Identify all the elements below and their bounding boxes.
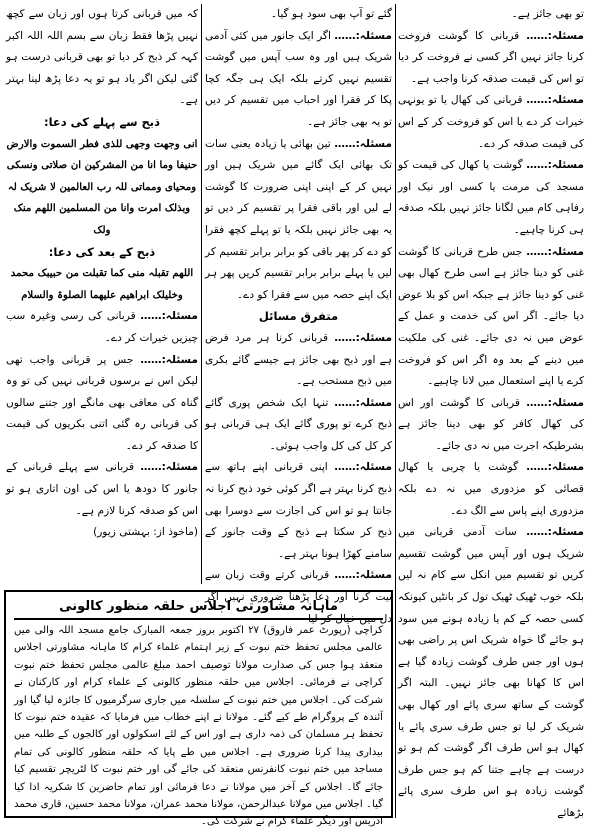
- paragraph-text: قربانی کا گوشت اور اس کی کھال کافر کو بھی دینا جائز ہے بشرطیکہ اجرت میں نہ دی جائے۔: [398, 396, 584, 452]
- paragraph: [398, 90, 584, 155]
- paragraph: [398, 4, 584, 26]
- masala-label: مسئلہ:……: [334, 461, 392, 474]
- paragraph: [205, 328, 392, 393]
- column-right: [398, 4, 584, 818]
- column-left: [6, 4, 198, 584]
- section-subheading: متفرق مسائل: [258, 309, 339, 324]
- paragraph-text: گوشت یا چربی یا کھال قصائی کو مزدوری میں نہ دے بلکہ مزدوری اپنے پاس سے الگ دے۔: [398, 461, 584, 517]
- paragraph: [398, 26, 584, 91]
- paragraph-text: قربانی کی رسی وغیرہ سب چیزیں خیرات کر دے۔: [6, 310, 198, 344]
- paragraph: [6, 522, 198, 544]
- paragraph-text: قربانی کی کھال یا تو یونہی خیرات کر دے یا اس کو فروخت کر کے اس کی قیمت صدقہ کر دے۔: [398, 94, 584, 150]
- masala-label: مسئلہ:……: [334, 396, 392, 409]
- column-middle: [205, 4, 393, 625]
- paragraph: [205, 393, 392, 458]
- column-divider: [395, 4, 396, 818]
- masala-label: مسئلہ:……: [334, 29, 392, 42]
- masala-label: مسئلہ:……: [140, 353, 198, 366]
- arabic-prayer: اللھم تقبلہ منی کما تقبلت من حبیبک محمد وخلیلک ابراھیم علیھما الصلوۃ والسلام: [10, 267, 194, 301]
- masala-label: مسئلہ:……: [526, 245, 584, 258]
- masala-label: مسئلہ:……: [334, 331, 393, 344]
- paragraph-text: اگر ایک جانور میں کئی آدمی شریک ہیں اور وہ سب آپس میں گوشت تقسیم نہیں کرتے بلکہ ایک ہی جگہ کچا پکا کر فقرا اور احباب میں تقسیم کر دیں تو یہ بھی جائز ہے۔: [205, 29, 392, 128]
- paragraph-text: جس طرح قربانی کا گوشت غنی کو دینا جائز ہے اسی طرح کھال بھی غنی کو دینا جائز ہے جبکہ اس کو بلا عوض دیا جائے۔ اگر اس کی خدمت و عمل کے عوض میں نہ دی جائے۔ غنی کی ملکیت میں دینے کے بعد وہ اگر اس کو فروخت کرے یا اپنے استعمال میں لانا چاہیے۔: [398, 245, 584, 388]
- paragraph-text: تنہا ایک شخص پوری گائے ذبح کرے تو پوری گائے ایک ہی قربانی ہو کر کل کی کل واجب ہوئی۔: [205, 396, 392, 452]
- paragraph-text: قربانی سے پہلے قربانی کے جانور کا دودھ یا اس کی اون اتاری ہو تو اس کو صدقہ کرنا لازم ہے۔: [6, 461, 198, 517]
- paragraph: [6, 457, 198, 522]
- paragraph: [6, 306, 198, 349]
- paragraph: [205, 457, 392, 565]
- paragraph-text: تین بھائی یا زیادہ یعنی سات تک بھائی ایک گائے میں شریک ہیں اور نہیں کر کے اپنی اپنی ضرورت کا گوشت لے لیں اور باقی فقرا پر تقسیم کر دیں تو یہ بھی جائز نہیں بلکہ یا تو پہلے کچھ فقرا کو دے کر پھر باقی کو برابر برابر تقسیم کر لیں یا پہلے برابر برابر تقسیم کریں پھر ہر ایک اپنے حصہ میں سے فقرا کو دے۔: [205, 137, 392, 301]
- masala-label: مسئلہ:……: [526, 29, 584, 42]
- masala-label: مسئلہ:……: [526, 461, 585, 474]
- paragraph: [398, 393, 584, 458]
- column-divider: [201, 4, 202, 584]
- masala-label: مسئلہ:……: [334, 569, 392, 582]
- paragraph: [398, 522, 584, 824]
- paragraph-text: اپنی قربانی اپنے ہاتھ سے ذبح کرنا بہتر ہے اگر کوئی خود ذبح کرنا نہ جانتا ہو تو اس کی اجازت سے دوسرا بھی ذبح کر سکتا ہے ذبح کے وقت جانور کے سامنے کھڑا ہونا بہتر ہے۔: [205, 461, 392, 560]
- news-report-box: [4, 590, 393, 828]
- report-title: ماہانہ مشاورتی اجلاس حلقہ منظور کالونی: [14, 596, 383, 620]
- paragraph-text: گوشت یا کھال کی قیمت کو مسجد کی مرمت یا کسی اور نیک اور رفاہی کام میں لگانا جائز نہیں بلکہ صدقہ ہی کرنا چاہیے۔: [398, 159, 584, 236]
- section-subheading: ذبح کے بعد کی دعا:: [48, 244, 156, 259]
- paragraph: [6, 350, 198, 458]
- masala-label: مسئلہ:……: [526, 396, 584, 409]
- paragraph-text: کہ میں قربانی کرتا ہوں اور زبان سے کچھ نہیں پڑھا فقط زبان سے بسم اللہ اللہ اکبر کہہ کر ذبح کر دیا تو بھی قربانی درست ہو گئی لیکن اگر یاد ہو تو یہ دعا پڑھ لینا بہتر ہے۔: [6, 8, 198, 107]
- paragraph: [6, 4, 198, 112]
- paragraph-text: تو بھی جائز ہے۔: [511, 8, 584, 20]
- masala-label: مسئلہ:……: [526, 159, 584, 172]
- paragraph-text: گئے تو آپ بھی سود ہو گیا۔: [270, 8, 392, 20]
- report-body: کراچی (رپورٹ عمر فاروق) ۲۷ اکتوبر بروز جمعہ المبارک جامع مسجد اللہ والی میں عالمی مجلس تحفظ ختم نبوت کے زیر اہتمام علماء کرام کا ماہانہ مشاورتی اجلاس منعقد ہوا جس کی صدارت مولانا توصیف احمد مبلغ عالمی مجلس تحفظ ختم نبوت کراچی نے فرمائی۔ اجلاس میں حلقہ منظور کالونی کے علماء کرام اور کارکنان نے شرکت کی۔ اجلاس میں ختم نبوت کے سلسلہ میں جاری سرگرمیوں کا جائزہ لیا گیا اور آئندہ کے پروگرام طے کیے گئے۔ مولانا نے اپنے خطاب میں فرمایا کہ عقیدہ ختم نبوت کا تحفظ ہر مسلمان کی ذمہ داری ہے اور اس کے لئے اسکولوں اور کالجوں کے طلبہ میں بیداری پیدا کرنا ضروری ہے۔ اجلاس میں طے پایا کہ حلقہ منظور کالونی کی تمام مساجد میں ختم نبوت کانفرنس منعقد کی جائے گی اور ختم نبوت کا لٹریچر تقسیم کیا جائے گا۔ اجلاس کے آخر میں مولانا نے دعا فرمائی اور تمام حاضرین کا شکریہ ادا کیا گیا۔ اجلاس میں مولانا عبدالرحمن، مولانا محمد عمران، مولانا محمد حسین، قاری محمد ادریس اور دیگر علماء کرام نے شرکت کی۔: [14, 625, 384, 828]
- masala-label: مسئلہ:……: [140, 310, 198, 323]
- paragraph-text: قربانی کرتے وقت زبان سے نیت کرنا اور دعا پڑھنا ضروری نہیں اگر دل میں خیال کر لیا: [205, 569, 392, 625]
- paragraph: [205, 4, 392, 26]
- paragraph: [205, 134, 392, 307]
- paragraph: [205, 26, 392, 134]
- paragraph: [398, 242, 584, 393]
- section-subheading: ذبح سے پہلے کی دعا:: [43, 114, 161, 129]
- paragraph: [398, 457, 584, 522]
- paragraph-text: (ماخوذ از: بہشتی زیور): [93, 526, 198, 539]
- masala-label: مسئلہ:……: [334, 137, 392, 150]
- paragraph-text: جس پر قربانی واجب تھی لیکن اس نے برسوں قربانی نہیں کی تو وہ گناہ کی معافی بھی مانگے اور جتنے سالوں کی قربانی رہ گئی اتنی بکریوں کی قیمت کا صدقہ کر دے۔: [6, 353, 198, 452]
- paragraph-text: قربانی کرنا ہر مرد فرض ہے اور ذبح بھی جائز ہے جیسے گائے بکری میں ذبح مستحب ہے۔: [205, 331, 392, 388]
- paragraph-text: قربانی کا گوشت فروخت کرنا جائز نہیں اگر کسی نے فروخت کر دیا تو اس کی قیمت صدقہ کرنا واجب ہے۔: [398, 29, 584, 85]
- masala-label: مسئلہ:……: [526, 94, 584, 107]
- paragraph: [398, 155, 584, 241]
- masala-label: مسئلہ:……: [526, 526, 584, 539]
- paragraph-text: سات آدمی قربانی میں شریک ہوں اور آپس میں گوشت تقسیم کریں تو تقسیم میں انکل سے کام نہ لیں بلکہ خوب ٹھیک ٹھیک تول کر بانٹیں کیونکہ کسی حصہ کے کم یا زیادہ ہونے میں سود ہو جائے گا خواہ شریک اس پر راضی بھی ہوں اور جس طرف گوشت زیادہ گیا ہے اس کا کھانا بھی جائز نہیں۔ البتہ اگر گوشت کے ساتھ سری پائے اور کھال بھی شریک کر لیا تو جس طرف سری پائے یا کھال ہو اس طرف اگر گوشت کم ہو تو درست ہے چاہے جتنا کم ہو جس طرف گوشت زیادہ ہو اس طرف سری پائے بڑھائے: [398, 526, 584, 819]
- arabic-prayer: انی وجھت وجھی للذی فطر السموت والارض حنیفا وما انا من المشرکین ان صلاتی ونسکی ومحیای ومماتی للہ رب العالمین لا شریک لہ وبذلک امرت وانا من المسلمین اللھم منک ولک: [6, 137, 198, 236]
- masala-label: مسئلہ:……: [140, 461, 198, 474]
